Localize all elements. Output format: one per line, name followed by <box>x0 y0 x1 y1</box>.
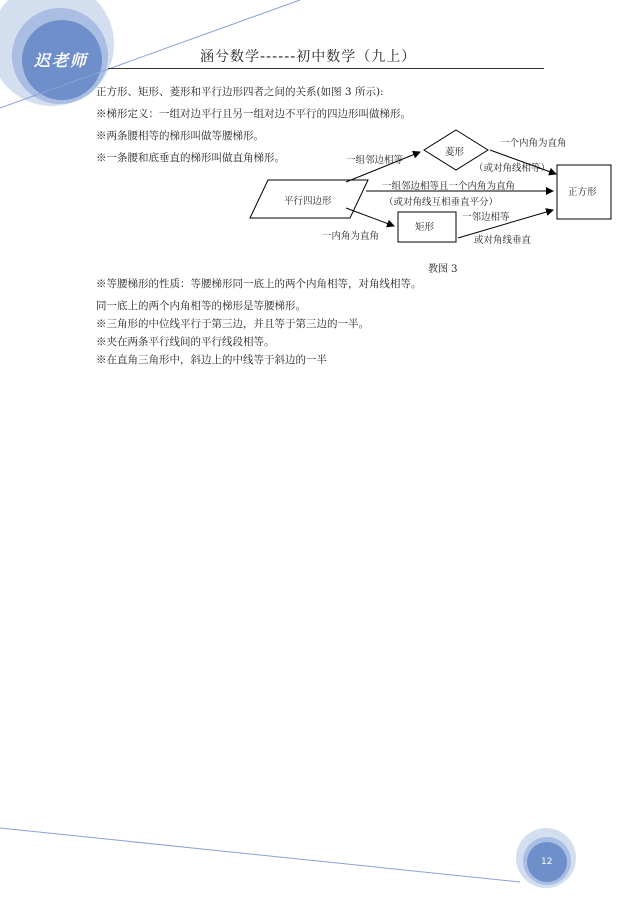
paragraph-right-trapezoid: ※一条腰和底垂直的梯形叫做直角梯形。 <box>96 152 285 164</box>
diagram-caption: 教图 3 <box>428 264 458 275</box>
paragraph-isosceles-property: ※等腰梯形的性质：等腰梯形同一底上的两个内角相等，对角线相等。 <box>96 278 422 290</box>
edge-label-one-angle-right: 一内角为直角 <box>322 231 380 242</box>
edge-label-direct-alt: （或对角线互相垂直平分） <box>384 197 499 208</box>
node-label-rhombus: 菱形 <box>445 147 465 158</box>
paragraph-relationship-intro: 正方形、矩形、菱形和平行边形四者之间的关系(如图 3 所示): <box>96 86 384 98</box>
paragraph-midline-theorem: ※三角形的中位线平行于第三边，并且等于第三边的一半。 <box>96 318 369 330</box>
edge-label-direct: 一组邻边相等且一个内角为直角 <box>382 181 516 192</box>
node-label-square: 正方形 <box>568 187 597 198</box>
paragraph-parallel-segments: ※夹在两条平行线间的平行线段相等。 <box>96 336 275 348</box>
edge-label-one-angle-right-top: 一个内角为直角 <box>500 138 567 149</box>
edge-label-diagonals-perpendicular: 或对角线垂直 <box>474 235 532 246</box>
paragraph-right-triangle-median: ※在直角三角形中，斜边上的中线等于斜边的一半 <box>96 354 327 366</box>
paragraph-isosceles-criterion: 同一底上的两个内角相等的梯形是等腰梯形。 <box>96 300 306 312</box>
arrow-parallelogram-to-rectangle <box>346 208 394 226</box>
paragraph-isosceles-trapezoid: ※两条腰相等的梯形叫做等腰梯形。 <box>96 130 264 142</box>
edge-label-adjacent-sides-equal: 一组邻边相等 <box>346 155 404 166</box>
page-number: 12 <box>541 857 553 867</box>
node-label-parallelogram: 平行四边形 <box>284 196 332 207</box>
edge-label-diagonals-equal: （或对角线相等） <box>474 163 551 174</box>
paragraph-trapezoid-definition: ※梯形定义：一组对边平行且另一组对边不平行的四边形叫做梯形。 <box>96 108 411 120</box>
edge-label-one-adjacent-equal: 一邻边相等 <box>462 212 510 223</box>
footer-decoration <box>0 800 640 905</box>
node-label-rectangle: 矩形 <box>415 222 435 233</box>
logo-text: 迟老师 <box>34 51 89 70</box>
page-header-title: 涵兮数学------初中数学（九上） <box>200 49 417 65</box>
footer-diagonal-line <box>0 828 520 882</box>
